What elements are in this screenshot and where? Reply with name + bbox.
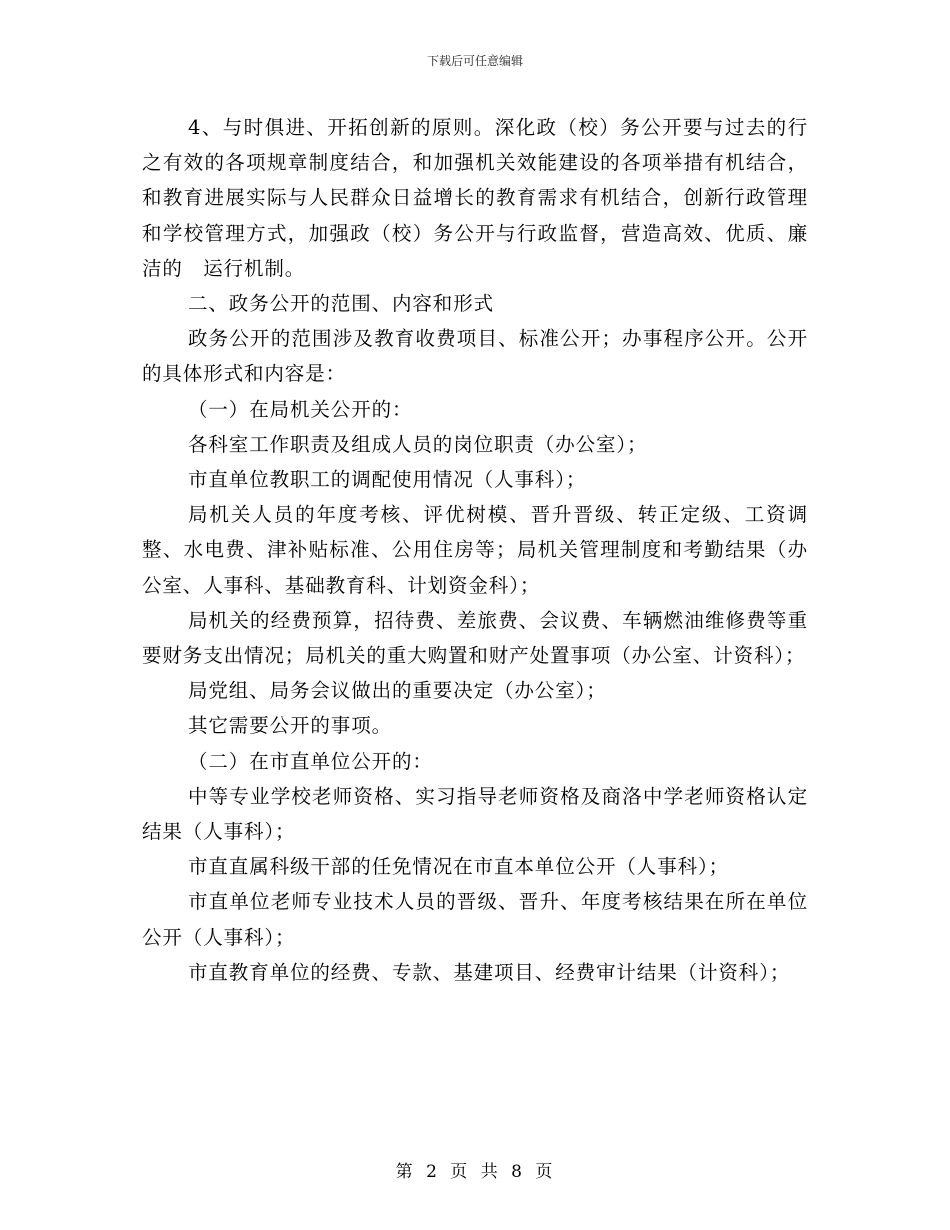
list-item: 其它需要公开的事项。: [188, 714, 393, 738]
subsection-heading-units: （二）在市直单位公开的：: [188, 749, 433, 773]
paragraph-scope-intro: 政务公开的范围涉及教育收费项目、标准公开；办事程序公开。公开的具体形式和内容是：: [142, 327, 808, 386]
section-heading-scope: 二、政务公开的范围、内容和形式: [188, 292, 495, 316]
subsection-heading-bureau: （一）在局机关公开的：: [188, 397, 413, 421]
list-item: 市直直属科级干部的任免情况在市直本单位公开（人事科）；: [188, 855, 730, 879]
paragraph-principle-4: 4、与时俱进、开拓创新的原则。深化政（校）务公开要与过去的行之有效的各项规章制度结合，和加强机关效能建设的各项举措有机结合，和教育进展实际与人民群众日益增长的教育需求有机结合，创新行政管理和学校管理方式，加强政（校）务公开与行政监督，营造高效、优质、廉洁的 运行机制。: [142, 116, 808, 280]
page-header: 下载后可任意编辑: [426, 54, 523, 68]
list-item: 市直单位老师专业技术人员的晋级、晋升、年度考核结果在所在单位公开（人事科）；: [142, 890, 808, 949]
list-item: 市直教育单位的经费、专款、基建项目、经费审计结果（计资科）；: [188, 960, 791, 984]
list-item: 局党组、局务会议做出的重要决定（办公室）；: [188, 679, 607, 703]
list-item: 各科室工作职责及组成人员的岗位职责（办公室）；: [188, 432, 648, 456]
list-item: 局机关人员的年度考核、评优树模、晋升晋级、转正定级、工资调整、水电费、津补贴标准、公用住房等；局机关管理制度和考勤结果（办公室、人事科、基础教育科、计划资金科）；: [142, 503, 808, 597]
list-item: 中等专业学校老师资格、实习指导老师资格及商洛中学老师资格认定结果（人事科）；: [142, 784, 808, 844]
page-number: 第 2 页 共 8 页: [395, 1162, 555, 1182]
list-item: 市直单位教职工的调配使用情况（人事科）；: [188, 468, 587, 492]
list-item: 局机关的经费预算，招待费、差旅费、会议费、车辆燃油维修费等重要财务支出情况；局机关的重大购置和财产处置事项（办公室、计资科）；: [142, 608, 808, 668]
document-body: [142, 110, 808, 990]
